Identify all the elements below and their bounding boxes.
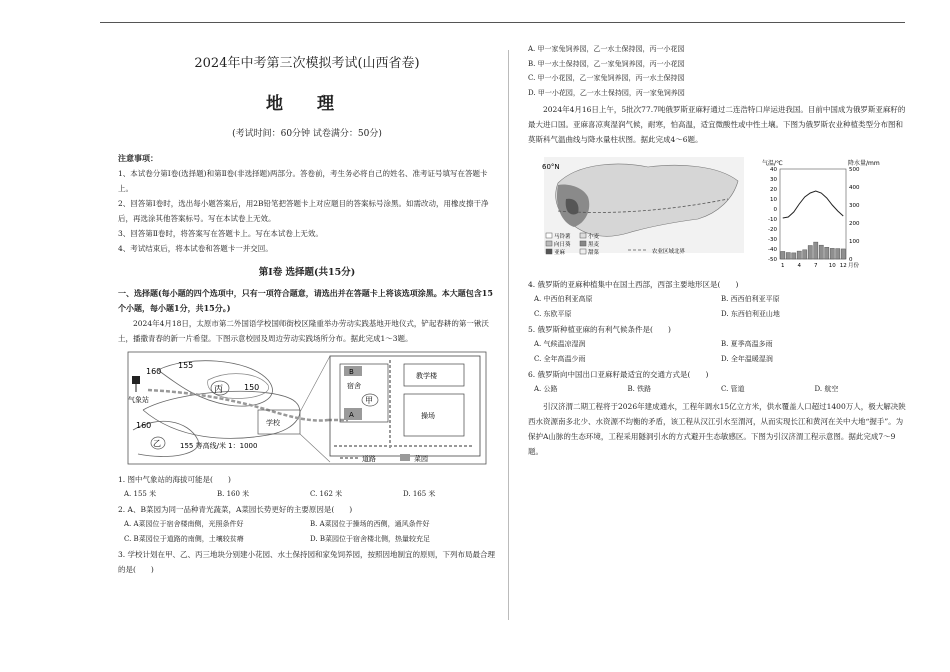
map-legend-item: 农业区域北界 bbox=[652, 249, 686, 255]
question-1-stem: 1. 图中气象站的海拔可能是( ) bbox=[118, 475, 231, 484]
temp-tick-label: -30 bbox=[768, 237, 777, 243]
section-instruction: 一、选择题(每小题的四个选项中，只有一项符合题意，请选出并在答题卡上将该选项涂黑。本大题包含15个小题，每小题1分，共15分。) bbox=[118, 288, 493, 313]
map-legend-item: 黑麦 bbox=[588, 242, 600, 248]
plot-label-jia: 甲 bbox=[365, 396, 373, 405]
teaching-building-label: 教学楼 bbox=[416, 372, 437, 380]
campus-map-figure bbox=[118, 350, 496, 468]
precip-tick-label: 500 bbox=[849, 167, 860, 173]
question-5-options bbox=[528, 337, 908, 367]
option[interactable]: C. B菜园位于道路的南侧，土壤较贫瘠 bbox=[124, 535, 244, 543]
subject-title: 地 理 bbox=[266, 94, 348, 114]
garden-legend: 菜园 bbox=[414, 455, 428, 463]
climate-chart bbox=[762, 159, 880, 269]
precip-bar bbox=[803, 250, 807, 259]
temp-tick-label: 0 bbox=[773, 207, 777, 213]
month-tick-label: 1 bbox=[781, 263, 785, 269]
option[interactable]: B. 铁路 bbox=[627, 385, 652, 393]
exam-info: (考试时间：60分钟 试卷满分：50分) bbox=[232, 129, 382, 139]
question-2-stem: 2. A、B菜园为同一品种青光蔬菜，A菜园长势更好的主要原因是( ) bbox=[118, 505, 353, 514]
playground-label: 操场 bbox=[421, 412, 435, 420]
temp-tick-label: -50 bbox=[768, 257, 777, 263]
precip-bar bbox=[841, 249, 845, 259]
precip-bar bbox=[797, 251, 801, 259]
latitude-label: 60°N bbox=[542, 163, 560, 171]
school-label: 学校 bbox=[266, 419, 280, 427]
contour-label: 160 bbox=[136, 421, 152, 430]
map-legend-item: 马铃薯 bbox=[554, 234, 571, 240]
temp-tick-label: -20 bbox=[768, 227, 777, 233]
dorm-label: 宿舍 bbox=[347, 382, 361, 390]
question-3-option[interactable]: B. 甲一水土保持园，乙一家兔饲养园，丙一小花园 bbox=[528, 59, 685, 68]
precip-tick-label: 200 bbox=[849, 221, 860, 227]
question-3-stem: 3. 学校计划在甲、乙、丙三地块分别建小花园、水土保持园和家兔饲养园，按照因地制宜的原则，下列布局最合理的是( ) bbox=[118, 550, 496, 574]
notice-item: 1、本试卷分第Ⅰ卷(选择题)和第Ⅱ卷(非选择题)两部分。答卷前，考生务必将自己的姓名、准考证号填写在答题卡上。 bbox=[118, 169, 488, 193]
option[interactable]: D. 全年温暖湿润 bbox=[721, 355, 773, 363]
temp-tick-label: 10 bbox=[770, 197, 777, 203]
precip-axis-title: 降水量/mm bbox=[848, 160, 880, 167]
map-legend-item: 甜菜 bbox=[588, 250, 600, 256]
month-tick-label: 7 bbox=[814, 263, 818, 269]
temp-tick-label: 30 bbox=[770, 177, 777, 183]
precip-bar bbox=[814, 242, 818, 259]
question-6-options bbox=[528, 382, 908, 397]
precip-bar bbox=[825, 247, 829, 259]
precip-bar bbox=[819, 245, 823, 259]
notice-item: 2、回答第Ⅰ卷时，选出每小题答案后，用2B铅笔把答题卡上对应题目的答案标号涂黑。如需改动，用橡皮擦干净后，再选涂其他答案标号。写在本试卷上无效。 bbox=[118, 199, 489, 223]
plot-label-yi: 乙 bbox=[153, 439, 161, 448]
option[interactable]: D. 165 米 bbox=[403, 490, 436, 498]
temp-line bbox=[783, 191, 844, 218]
month-tick-label: 12 bbox=[839, 263, 847, 269]
passage-2: 2024年4月16日上午，5批次77.7吨俄罗斯亚麻籽通过二连浩特口岸运进我国。目前中国成为俄罗斯亚麻籽的最大进口国。亚麻喜凉爽湿润气候，耐寒，怕高温，适宜微酸性或中性土壤。下图为俄罗斯农业种植类型分布图和莫斯科气温曲线与降水量柱状图。据此完成4～6题。 bbox=[528, 105, 906, 144]
precip-tick-label: 400 bbox=[849, 185, 860, 191]
option[interactable]: B. 160 米 bbox=[217, 490, 250, 498]
map-legend-item: 向日葵 bbox=[554, 242, 571, 248]
plot-label-bing: 丙 bbox=[214, 385, 224, 395]
precip-bar bbox=[786, 253, 790, 259]
temp-tick-label: 40 bbox=[770, 167, 777, 173]
notice-block bbox=[118, 153, 496, 256]
option[interactable]: D. B菜园位于宿舍楼北侧，热量较充足 bbox=[310, 535, 430, 543]
russia-map bbox=[542, 157, 744, 256]
question-6-stem: 6. 俄罗斯向中国出口亚麻籽最适宜的交通方式是( ) bbox=[528, 370, 709, 379]
question-5-stem: 5. 俄罗斯种植亚麻的有利气候条件是( ) bbox=[528, 325, 671, 334]
passage-1: 2024年4月18日，太原市第二外国语学校国师街校区隆重举办劳动实践基地开地仪式，铲起春耕的第一锹沃土，播撒青春的新一片希望。下图示意校园及周边劳动实践场所分布。据此完成1～3题。 bbox=[118, 319, 489, 343]
contour-label: 155 bbox=[178, 361, 194, 370]
campus-map-svg bbox=[118, 350, 496, 468]
passage-3: 引汉济渭二期工程将于2026年建成通水，工程年调水15亿立方米，供水覆盖人口超过1400万人，极大解决陕西水资源南多北少、水资源不均衡的矛盾，该工程从汉江引水至渭河，从而实现长江和黄河在关中大地“握手”。为保护A山脉的生态环境，工程采用隧洞引水的方式避开生态敏感区。下图为引汉济渭工程示意图。据此完成7～9题。 bbox=[528, 402, 906, 456]
contour-label: 150 bbox=[244, 383, 260, 392]
precip-bar bbox=[836, 249, 840, 259]
question-2-options bbox=[118, 517, 496, 547]
month-tick-label: 10 bbox=[828, 263, 836, 269]
notice-item: 4、考试结束后，将本试卷和答题卡一并交回。 bbox=[118, 244, 273, 253]
temp-tick-label: 20 bbox=[770, 187, 777, 193]
garden-label-b: B bbox=[349, 368, 354, 376]
exam-title: 2024年中考第三次模拟考试(山西省卷) bbox=[194, 56, 420, 71]
month-tick-label: 4 bbox=[797, 263, 801, 269]
precip-tick-label: 100 bbox=[849, 239, 860, 245]
question-4-stem: 4. 俄罗斯的亚麻种植集中在国土西部，西部主要地形区是( ) bbox=[528, 280, 739, 289]
option[interactable]: A. 公路 bbox=[534, 385, 558, 393]
question-4-options bbox=[528, 292, 908, 322]
month-tick-label: 月份 bbox=[848, 263, 860, 269]
option[interactable]: A. 中西伯利亚高原 bbox=[534, 295, 593, 303]
notice-item: 3、回答第Ⅱ卷时，将答案写在答题卡上。写在本试卷上无效。 bbox=[118, 229, 323, 238]
weather-station-label: 气象站 bbox=[128, 396, 149, 404]
option[interactable]: C. 全年高温少雨 bbox=[534, 355, 586, 363]
question-1-options bbox=[118, 487, 496, 502]
left-column bbox=[118, 52, 496, 577]
option[interactable]: D. 东西伯利亚山地 bbox=[721, 310, 780, 318]
option[interactable]: A. 气候温凉湿润 bbox=[534, 340, 586, 348]
top-rule bbox=[100, 22, 905, 23]
russia-figures bbox=[528, 153, 908, 271]
question-3-option[interactable]: C. 甲一小花园，乙一家兔饲养园，丙一水土保持园 bbox=[528, 74, 685, 82]
temp-tick-label: -10 bbox=[768, 217, 777, 223]
precip-bar bbox=[808, 246, 812, 260]
option[interactable]: C. 162 米 bbox=[310, 490, 343, 498]
right-column bbox=[528, 42, 908, 459]
temp-axis-title: 气温/℃ bbox=[762, 160, 783, 167]
option[interactable]: B. 西西伯利亚平原 bbox=[721, 295, 780, 303]
column-divider bbox=[508, 50, 509, 620]
option[interactable]: A. 155 米 bbox=[124, 490, 157, 498]
precip-tick-label: 300 bbox=[849, 203, 860, 209]
option[interactable]: D. 航空 bbox=[814, 385, 839, 393]
contour-legend: 155 等高线/米 1：1000 bbox=[180, 442, 258, 450]
notice-heading: 注意事项： bbox=[118, 153, 158, 163]
contour-label: 160 bbox=[146, 367, 162, 376]
map-legend-item: 亚麻 bbox=[554, 250, 566, 256]
precip-bar bbox=[781, 251, 785, 259]
section-title: 第Ⅰ卷 选择题(共15分) bbox=[258, 267, 356, 278]
map-legend-item: 小麦 bbox=[588, 234, 600, 240]
precip-bar bbox=[830, 248, 834, 259]
temp-tick-label: -40 bbox=[768, 247, 777, 253]
precip-bar bbox=[792, 253, 796, 259]
option[interactable]: B. 夏季高温多雨 bbox=[721, 340, 773, 348]
russia-figures-svg bbox=[528, 153, 908, 271]
garden-label-a: A bbox=[349, 411, 354, 419]
precip-tick-label: 0 bbox=[849, 257, 853, 263]
option[interactable]: C. 东欧平原 bbox=[534, 310, 572, 318]
option[interactable]: B. A菜园位于操场的西侧，通风条件好 bbox=[310, 520, 430, 528]
road-legend: 道路 bbox=[362, 455, 376, 463]
question-3-option[interactable]: D. 甲一小花园，乙一水土保持园，丙一家兔饲养园 bbox=[528, 88, 685, 97]
option[interactable]: C. 管道 bbox=[721, 385, 745, 393]
question-3-option[interactable]: A. 甲一家兔饲养园，乙一水土保持园，丙一小花园 bbox=[528, 45, 685, 53]
option[interactable]: A. A菜园位于宿舍楼南侧，光照条件好 bbox=[124, 520, 244, 528]
